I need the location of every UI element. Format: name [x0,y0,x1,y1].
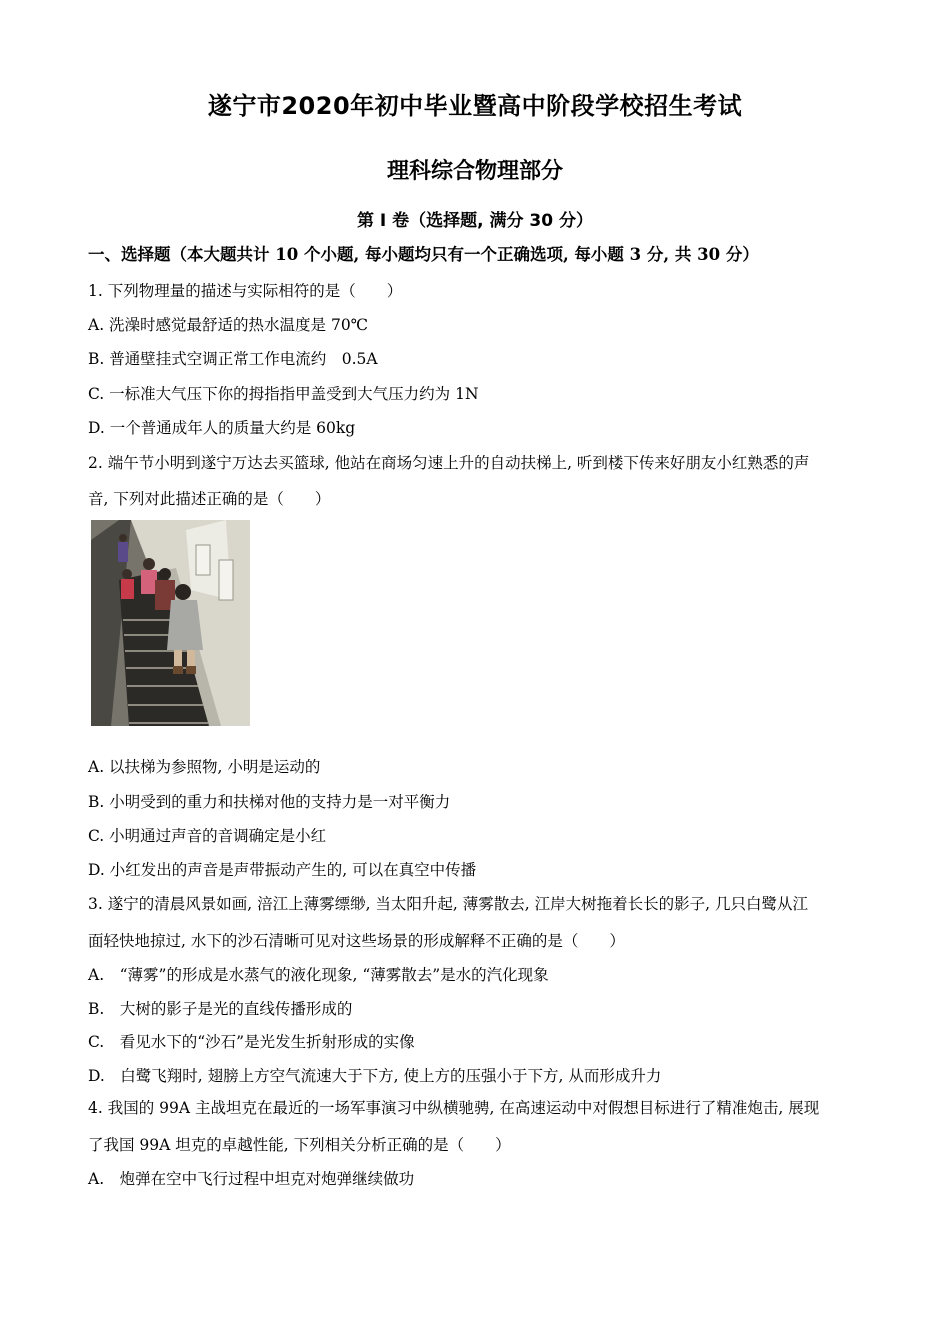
question-1-option-d: D. 一个普通成年人的质量大约是 60kg [88,419,356,437]
question-2-option-a: A. 以扶梯为参照物, 小明是运动的 [88,758,321,776]
exam-subtitle: 理科综合物理部分 [386,159,563,184]
question-3-option-b: B. 大树的影子是光的直线传播形成的 [88,1000,353,1018]
question-1-option-b: B. 普通壁挂式空调正常工作电流约 0.5A [88,350,378,368]
question-3-stem-line-1: 3. 遂宁的清晨风景如画, 涪江上薄雾缥缈, 当太阳升起, 薄雾散去, 江岸大树拖着长长的影子, 几只白鹭从江 [88,895,808,913]
question-3-stem-line-2: 面轻快地掠过, 水下的沙石清晰可见对这些场景的形成解释不正确的是（ ） [88,932,625,950]
question-2-option-b: B. 小明受到的重力和扶梯对他的支持力是一对平衡力 [88,793,451,811]
question-1-option-a: A. 洗澡时感觉最舒适的热水温度是 70℃ [88,316,369,334]
question-1-stem: 1. 下列物理量的描述与实际相符的是（ ） [88,282,403,300]
escalator-photo-icon [91,520,250,726]
section-heading: 一、选择题（本大题共计 10 个小题, 每小题均只有一个正确选项, 每小题 3 分, 共 30 分） [88,245,759,264]
question-2-stem-line-2: 音, 下列对此描述正确的是（ ） [88,490,331,508]
question-4-stem-line-1: 4. 我国的 99A 主战坦克在最近的一场军事演习中纵横驰骋, 在高速运动中对假想目标进行了精准炮击, 展现 [88,1099,820,1117]
question-4-option-a: A. 炮弹在空中飞行过程中坦克对炮弹继续做功 [88,1170,415,1188]
question-2-option-c: C. 小明通过声音的音调确定是小红 [88,827,327,845]
question-3-option-d: D. 白鹭飞翔时, 翅膀上方空气流速大于下方, 使上方的压强小于下方, 从而形成升力 [88,1067,662,1085]
volume-heading: 第 I 卷（选择题, 满分 30 分） [356,211,594,231]
question-1-option-c: C. 一标准大气压下你的拇指指甲盖受到大气压力约为 1N [88,385,479,403]
question-3-option-c: C. 看见水下的“沙石”是光发生折射形成的实像 [88,1033,415,1051]
question-2-option-d: D. 小红发出的声音是声带振动产生的, 可以在真空中传播 [88,861,477,879]
exam-title: 遂宁市2020年初中毕业暨高中阶段学校招生考试 [207,92,743,120]
question-3-option-a: A. “薄雾”的形成是水蒸气的液化现象, “薄雾散去”是水的汽化现象 [88,966,549,984]
question-4-stem-line-2: 了我国 99A 坦克的卓越性能, 下列相关分析正确的是（ ） [88,1136,511,1154]
question-2-stem-line-1: 2. 端午节小明到遂宁万达去买篮球, 他站在商场匀速上升的自动扶梯上, 听到楼下传来好朋友小红熟悉的声 [88,454,810,472]
